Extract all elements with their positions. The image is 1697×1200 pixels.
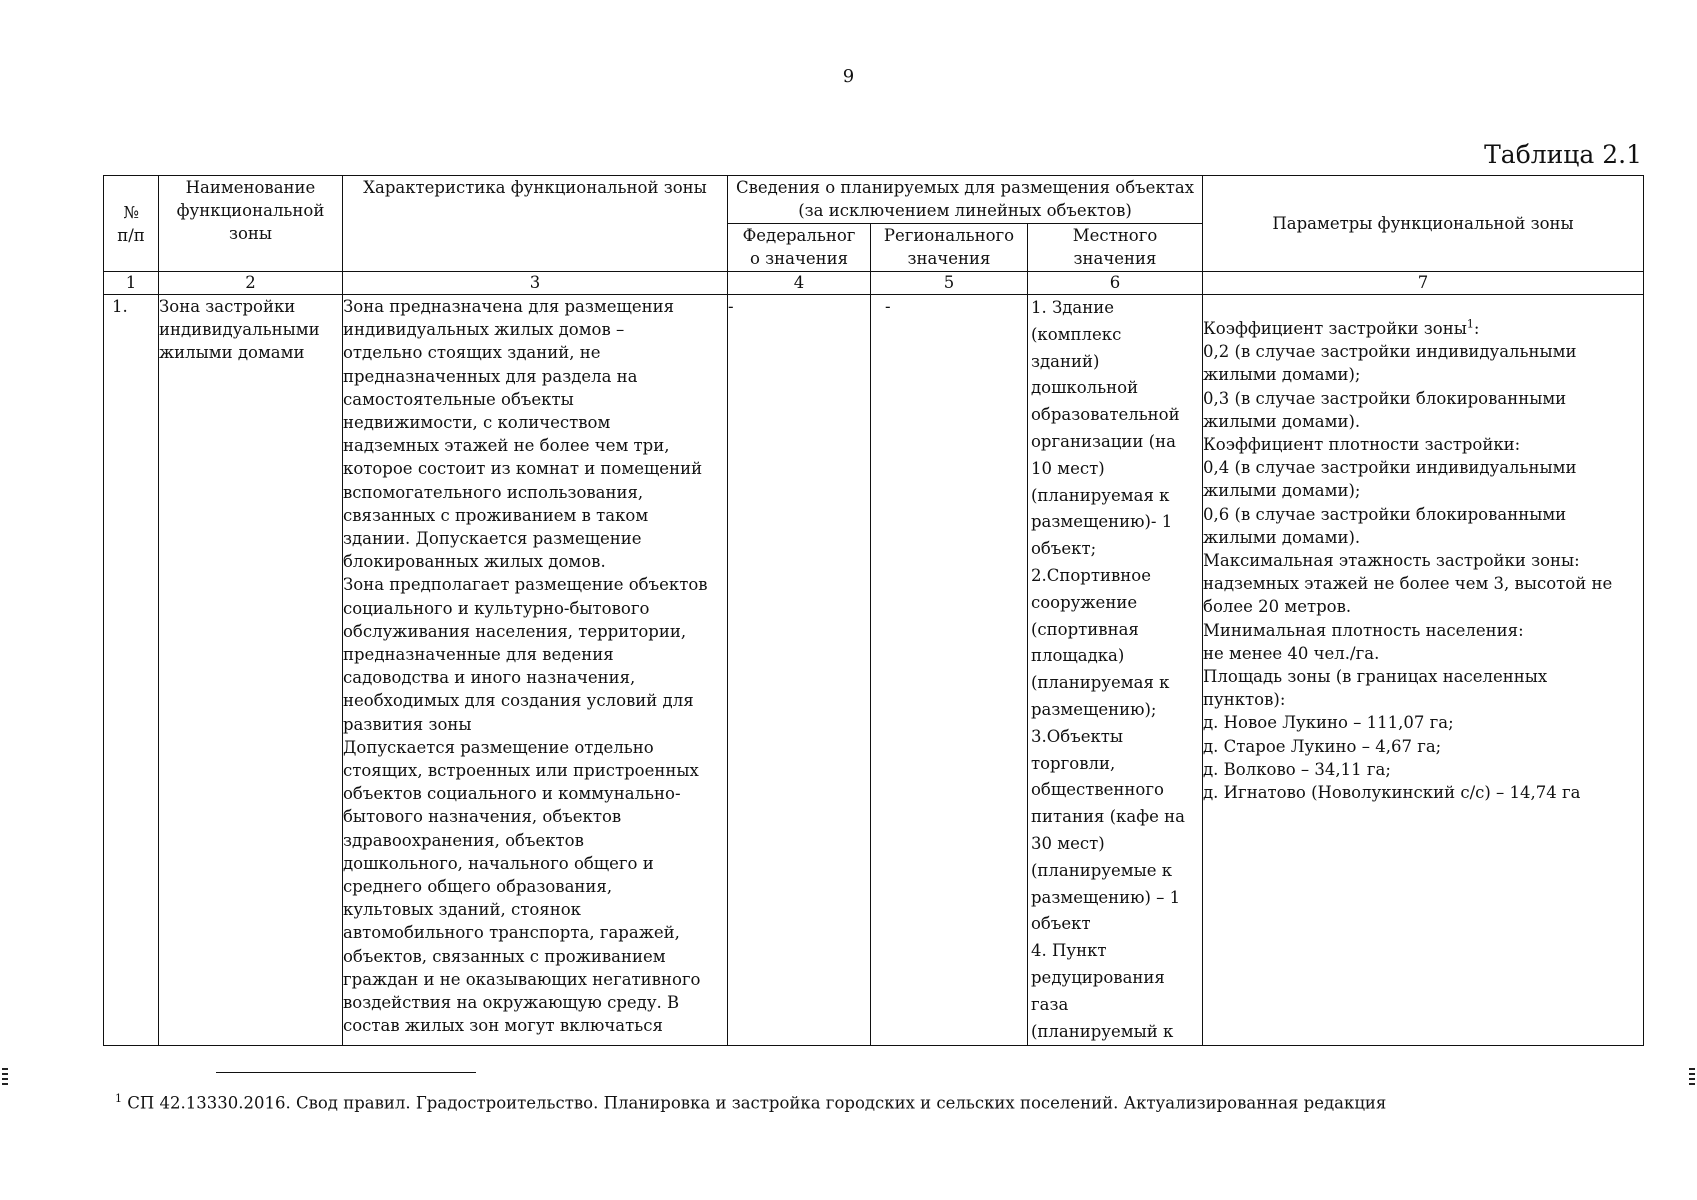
params-line: надземных этажей не более чем 3, высотой не <box>1203 574 1613 594</box>
params-line: Максимальная этажность застройки зоны: <box>1203 551 1580 571</box>
params-line: Коэффициент плотности застройки: <box>1203 435 1521 455</box>
page-number: 9 <box>842 66 855 87</box>
local-line: питания (кафе на <box>1031 807 1185 827</box>
local-line: размещению); <box>1031 699 1157 719</box>
header-num <box>104 176 159 272</box>
characteristic-line: предназначенных для раздела на <box>343 366 638 386</box>
header-federal-line: о значения <box>749 249 849 268</box>
local-line: площадка) <box>1031 646 1125 666</box>
zone-parameters <box>1203 295 1644 1046</box>
header-regional-line: Регионального <box>883 226 1015 245</box>
header-characteristic: Характеристика функциональной зоны <box>343 176 728 272</box>
characteristic-line: вспомогательного использования, <box>343 482 644 502</box>
characteristic-line: необходимых для создания условий для <box>343 691 694 711</box>
zone-characteristic <box>343 295 728 1046</box>
characteristic-line: здравоохранения, объектов <box>343 830 584 850</box>
characteristic-line: обслуживания населения, территории, <box>343 621 687 641</box>
local-line: (планируемые к <box>1031 860 1173 880</box>
params-line: 0,4 (в случае застройки индивидуальными <box>1203 458 1577 478</box>
column-index: 5 <box>871 272 1028 295</box>
characteristic-line: блокированных жилых домов. <box>343 552 606 572</box>
header-local-line: значения <box>1073 249 1157 268</box>
local-line: организации (на <box>1031 431 1176 451</box>
params-line: Площадь зоны (в границах населенных <box>1203 667 1548 687</box>
characteristic-line: надземных этажей не более чем три, <box>343 436 670 456</box>
params-line: жилыми домами). <box>1203 527 1361 547</box>
local-line: размещению) – 1 <box>1031 887 1181 907</box>
params-line: Минимальная плотность населения: <box>1203 620 1524 640</box>
characteristic-line: социального и культурно-бытового <box>343 598 650 618</box>
local-line: образовательной <box>1031 405 1180 425</box>
local-line: 3.Объекты <box>1031 726 1124 746</box>
footnote <box>115 1092 1386 1113</box>
footnote-separator <box>216 1072 476 1073</box>
local-line: зданий) <box>1031 351 1100 371</box>
column-index: 6 <box>1028 272 1203 295</box>
local-line: 1. Здание <box>1031 298 1115 317</box>
params-first-text: Коэффициент застройки зоны <box>1203 319 1467 338</box>
params-line: д. Волково – 34,11 га; <box>1203 759 1391 779</box>
params-line: 0,3 (в случае застройки блокированными <box>1203 388 1567 408</box>
local-line: (планируемая к <box>1031 673 1170 693</box>
characteristic-line: состав жилых зон могут включаться <box>343 1016 663 1036</box>
footnote-text: СП 42.13330.2016. Свод правил. Градостроительство. Планировка и застройка городских и сельских поселений. Актуализированная редакция <box>122 1093 1387 1113</box>
characteristic-line: среднего общего образования, <box>343 877 613 897</box>
local-line: 4. Пункт <box>1031 941 1107 961</box>
header-regional <box>871 224 1028 272</box>
table-title: Таблица 2.1 <box>1484 140 1642 169</box>
zone-name-line: индивидуальными <box>159 320 320 340</box>
zone-name-line: Зона застройки <box>159 297 296 316</box>
header-num-line: № <box>123 202 139 222</box>
local-line: газа <box>1031 994 1069 1014</box>
zone-table <box>103 175 1644 1046</box>
header-local-line: Местного <box>1072 226 1158 245</box>
characteristic-line: стоящих, встроенных или пристроенных <box>343 761 699 781</box>
header-objects-line: Сведения о планируемых для размещения объектах <box>735 178 1195 197</box>
local-objects <box>1028 295 1203 1046</box>
params-first-suffix: : <box>1473 319 1480 338</box>
params-line: д. Новое Лукино – 111,07 га; <box>1203 713 1454 733</box>
characteristic-line: индивидуальных жилых домов – <box>343 320 625 340</box>
header-params: Параметры функциональной зоны <box>1203 176 1644 272</box>
header-objects-group <box>728 176 1203 224</box>
local-line: 2.Спортивное <box>1031 565 1151 585</box>
characteristic-line: садоводства и иного назначения, <box>343 668 636 688</box>
characteristic-line: самостоятельные объекты <box>343 389 574 409</box>
header-name-line: Наименование <box>185 178 316 197</box>
characteristic-line: здании. Допускается размещение <box>343 529 642 549</box>
local-line: (планируемый к <box>1031 1021 1174 1041</box>
header-name-line: зоны <box>228 224 273 243</box>
local-line: (комплекс <box>1031 324 1122 344</box>
header-name-line: функциональной <box>176 201 325 220</box>
zone-name <box>159 295 343 1046</box>
edge-mark-right <box>1689 1068 1695 1086</box>
characteristic-line: отдельно стоящих зданий, не <box>343 343 601 363</box>
characteristic-line: связанных с проживанием в таком <box>343 505 649 525</box>
params-line: жилыми домами). <box>1203 411 1361 431</box>
params-line <box>1203 317 1643 340</box>
header-federal <box>728 224 871 272</box>
table-row <box>104 295 1644 1046</box>
characteristic-line: недвижимости, с количеством <box>343 413 611 433</box>
local-line: 10 мест) <box>1031 458 1105 478</box>
characteristic-line: предназначенные для ведения <box>343 645 614 665</box>
params-line: 0,2 (в случае застройки индивидуальными <box>1203 342 1577 362</box>
local-line: сооружение <box>1031 592 1138 612</box>
characteristic-line: Зона предполагает размещение объектов <box>343 575 708 595</box>
characteristic-line: дошкольного, начального общего и <box>343 853 654 873</box>
local-line: (спортивная <box>1031 619 1139 639</box>
footnote-number: 1 <box>115 1092 122 1105</box>
params-line: жилыми домами); <box>1203 365 1361 385</box>
header-zone-name <box>159 176 343 272</box>
local-line: редуцирования <box>1031 967 1165 987</box>
column-index: 3 <box>343 272 728 295</box>
column-index: 7 <box>1203 272 1644 295</box>
params-line: д. Старое Лукино – 4,67 га; <box>1203 736 1442 756</box>
header-num-line: п/п <box>117 225 145 245</box>
local-line: торговли, <box>1031 753 1116 773</box>
column-index: 2 <box>159 272 343 295</box>
params-line: д. Игнатово (Новолукинский с/с) – 14,74 га <box>1203 783 1581 803</box>
characteristic-line: которое состоит из комнат и помещений <box>343 459 703 479</box>
local-line: объект; <box>1031 539 1097 559</box>
local-line: объект <box>1031 914 1091 934</box>
params-line: пунктов): <box>1203 690 1286 710</box>
characteristic-line: граждан и не оказывающих негативного <box>343 969 701 989</box>
local-line: общественного <box>1031 780 1164 800</box>
characteristic-line: автомобильного транспорта, гаражей, <box>343 923 680 943</box>
edge-mark-left <box>2 1068 8 1086</box>
header-local <box>1028 224 1203 272</box>
characteristic-line: воздействия на окружающую среду. В <box>343 993 680 1013</box>
row-number: 1. <box>104 295 159 1046</box>
local-line: (планируемая к <box>1031 485 1170 505</box>
characteristic-line: бытового назначения, объектов <box>343 807 622 827</box>
zone-name-line: жилыми домами <box>159 343 305 363</box>
params-line: 0,6 (в случае застройки блокированными <box>1203 504 1567 524</box>
column-index: 1 <box>104 272 159 295</box>
local-line: дошкольной <box>1031 378 1139 398</box>
characteristic-line: культовых зданий, стоянок <box>343 900 581 920</box>
federal-objects: - <box>728 295 871 1046</box>
column-index-row <box>104 272 1644 295</box>
local-line: 30 мест) <box>1031 833 1105 853</box>
header-federal-line: Федеральног <box>742 226 856 245</box>
params-line: не менее 40 чел./га. <box>1203 643 1380 663</box>
characteristic-line: объектов социального и коммунально- <box>343 784 681 804</box>
header-objects-line: (за исключением линейных объектов) <box>798 201 1132 220</box>
footnote-marker: 1 <box>1466 317 1474 331</box>
characteristic-line: Зона предназначена для размещения <box>343 297 674 316</box>
header-regional-line: значения <box>907 249 991 268</box>
regional-objects: - <box>871 295 1028 1046</box>
characteristic-line: объектов, связанных с проживанием <box>343 946 666 966</box>
characteristic-line: развития зоны <box>343 714 472 734</box>
characteristic-line: Допускается размещение отдельно <box>343 737 654 757</box>
params-line: жилыми домами); <box>1203 481 1361 501</box>
column-index: 4 <box>728 272 871 295</box>
params-line: более 20 метров. <box>1203 597 1352 617</box>
header-row-top <box>104 176 1644 224</box>
local-line: размещению)- 1 <box>1031 512 1173 532</box>
